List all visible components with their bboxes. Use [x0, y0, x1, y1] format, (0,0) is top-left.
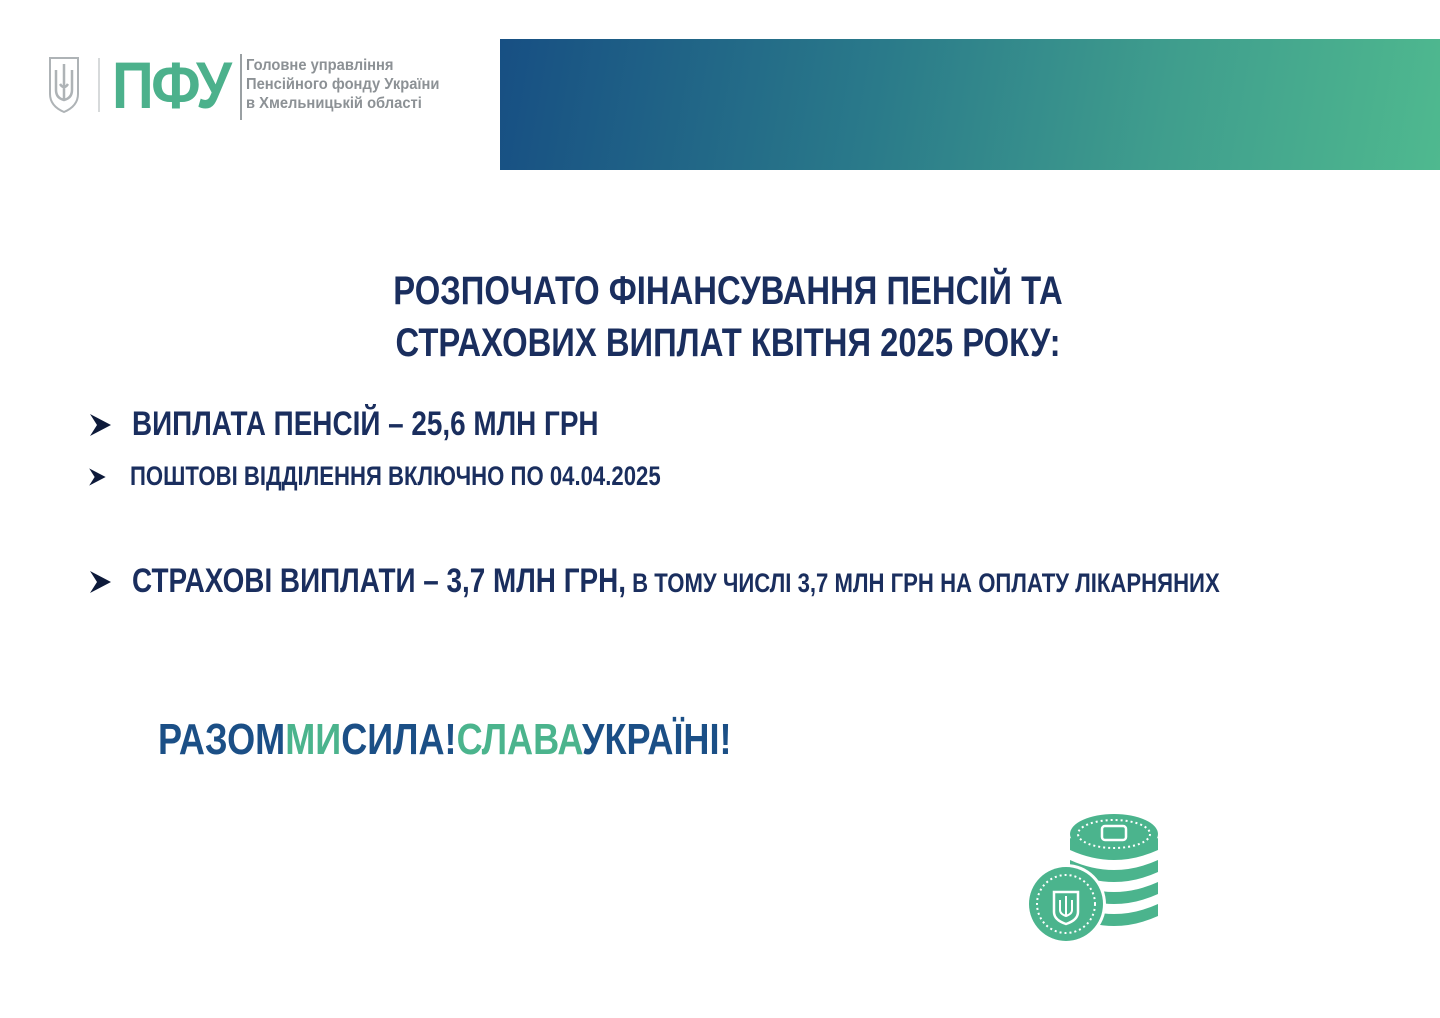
slogan-part: СИЛА!: [341, 715, 457, 764]
bullet-text: ВИПЛАТА ПЕНСІЙ – 25,6 МЛН ГРН: [132, 405, 599, 443]
logo-divider-2: [240, 54, 242, 120]
org-name-line: Головне управління: [246, 57, 394, 74]
slogan-part: РАЗОМ: [158, 715, 286, 764]
slogan: [158, 714, 732, 766]
title-line-2: СТРАХОВИХ ВИПЛАТ КВІТНЯ 2025 РОКУ:: [395, 321, 1061, 365]
bullet-text: ПОШТОВІ ВІДДІЛЕННЯ ВКЛЮЧНО ПО 04.04.2025: [130, 461, 661, 491]
logo-divider: [98, 58, 100, 112]
slogan-part: УКРАЇНІ!: [582, 715, 732, 764]
org-name-line: Пенсійного фонду України: [246, 76, 440, 93]
bullet-main-text: СТРАХОВІ ВИПЛАТИ – 3,7 МЛН ГРН,: [132, 562, 626, 600]
org-name-line: в Хмельницькій області: [246, 95, 422, 112]
coins-stack-icon: [1024, 812, 1160, 946]
title-line-1: РОЗПОЧАТО ФІНАНСУВАННЯ ПЕНСІЙ ТА: [393, 269, 1063, 313]
bullet-post-offices: [86, 461, 777, 492]
pfu-logo-mark: ПФУ: [112, 48, 230, 122]
slogan-part: СЛАВА: [456, 715, 583, 764]
org-name: [246, 56, 480, 113]
arrow-bullet-icon: [86, 568, 114, 596]
header-logo: [40, 50, 480, 122]
bullet-suffix-text: В ТОМУ ЧИСЛІ 3,7 МЛН ГРН НА ОПЛАТУ ЛІКАРНЯНИХ: [625, 568, 1220, 598]
page-title: [300, 265, 1156, 369]
bullet-text: [132, 562, 1220, 601]
bullet-pensions: [86, 405, 701, 444]
slogan-part: МИ: [285, 715, 342, 764]
arrow-bullet-icon: [86, 466, 108, 488]
bullet-insurance: [86, 562, 1440, 601]
header-gradient-banner: [500, 39, 1440, 170]
trident-icon: [44, 54, 84, 114]
arrow-bullet-icon: [86, 411, 114, 439]
